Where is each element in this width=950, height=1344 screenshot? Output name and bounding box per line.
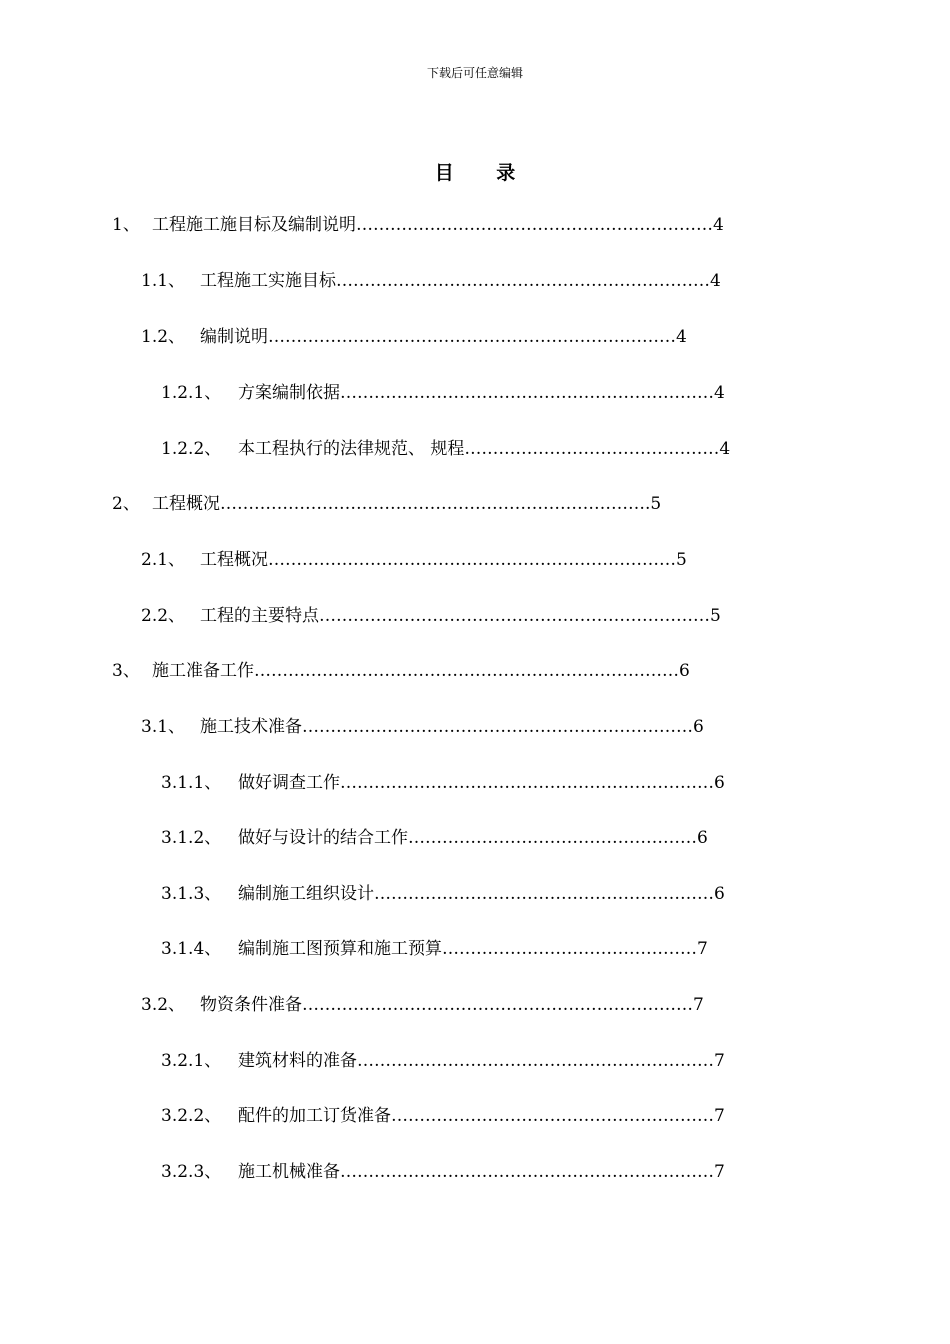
toc-entry-number: 1、 xyxy=(112,215,140,235)
toc-entry[interactable] xyxy=(161,1104,725,1128)
toc-entry-text: 工程施工施目标及编制说明 xyxy=(152,215,356,235)
toc-entry[interactable] xyxy=(141,548,687,572)
toc-entry-page: 4 xyxy=(710,271,721,291)
toc-entry-leader: ………………………………………………………… xyxy=(340,773,714,793)
toc-entry-leader: ………………………………………………………… xyxy=(340,1162,714,1182)
toc-entry-text: 工程的主要特点 xyxy=(200,606,319,626)
toc-entry-text: 编制施工组织设计 xyxy=(238,884,374,904)
toc-entry-text: 工程概况 xyxy=(152,494,220,514)
toc-entry-page: 4 xyxy=(714,383,725,403)
toc-entry-number: 3、 xyxy=(112,661,140,681)
toc-entry[interactable] xyxy=(112,213,724,237)
toc-entry-text: 编制施工图预算和施工预算 xyxy=(238,939,442,959)
toc-entry-page: 7 xyxy=(714,1106,725,1126)
toc-entry-leader: …………………………………………………… xyxy=(374,884,714,904)
toc-entry[interactable] xyxy=(112,492,661,516)
toc-entry-leader: ……………………………………………………………… xyxy=(268,550,676,570)
toc-entry[interactable] xyxy=(161,826,708,850)
toc-entry-text: 本工程执行的法律规范、 规程 xyxy=(238,439,465,459)
toc-entry-number: 3.2、 xyxy=(141,995,186,1015)
toc-entry-leader: …………………………………………………………………. xyxy=(220,494,651,514)
toc-entry-number: 3.1.1、 xyxy=(161,773,222,793)
toc-entry[interactable] xyxy=(141,269,721,293)
toc-entry-text: 配件的加工订货准备 xyxy=(238,1106,391,1126)
toc-entry-leader: ………………………………………………… xyxy=(391,1106,714,1126)
toc-entry-leader: …………………………………………………………… xyxy=(302,995,693,1015)
toc-entry-leader: ……………………………………………………… xyxy=(357,1051,714,1071)
toc-title: 目 录 xyxy=(434,162,534,184)
toc-entry[interactable] xyxy=(161,381,725,405)
toc-entry[interactable] xyxy=(161,1049,725,1073)
toc-entry-page: 6 xyxy=(697,828,708,848)
toc-entry-leader: ……………………………………… xyxy=(442,939,697,959)
toc-entry-number: 3.1.2、 xyxy=(161,828,222,848)
toc-entry-number: 1.2.2、 xyxy=(161,439,222,459)
toc-entry-page: 4 xyxy=(719,439,731,459)
toc-entry-leader: …………………………………………… xyxy=(408,828,697,848)
toc-entry-leader: ………………………………………………………… xyxy=(336,271,710,291)
toc-entry-text: 方案编制依据 xyxy=(238,383,340,403)
toc-entry-page: 6 xyxy=(714,773,725,793)
toc-entry-page: 6 xyxy=(714,884,725,904)
toc-entry-leader: ……………………………………………………… xyxy=(356,215,713,235)
toc-entry-page: 6 xyxy=(693,717,704,737)
toc-entry[interactable] xyxy=(161,771,725,795)
toc-entry-number: 2、 xyxy=(112,494,140,514)
toc-entry-page: 6 xyxy=(679,661,690,681)
toc-entry-leader: …………………………………………………………… xyxy=(319,606,710,626)
toc-entry-leader: …………………………………………………………… xyxy=(302,717,693,737)
toc-entry-text: 编制说明 xyxy=(200,327,268,347)
toc-entry-page: 7 xyxy=(693,995,704,1015)
toc-entry-number: 1.2.1、 xyxy=(161,383,222,403)
toc-entry-number: 3.1.4、 xyxy=(161,939,222,959)
toc-entry-text: 建筑材料的准备 xyxy=(238,1051,357,1071)
toc-entry-page: 7 xyxy=(714,1051,725,1071)
toc-entry-leader: ………………………………………………………… xyxy=(340,383,714,403)
toc-entry-number: 3.2.3、 xyxy=(161,1162,222,1182)
toc-entry-number: 3.1、 xyxy=(141,717,186,737)
toc-entry[interactable] xyxy=(161,882,725,906)
toc-entry-page: 7 xyxy=(714,1162,725,1182)
toc-entry-number: 2.1、 xyxy=(141,550,186,570)
toc-entry-page: 4 xyxy=(713,215,724,235)
toc-entry[interactable] xyxy=(141,604,721,628)
toc-entry-text: 做好调查工作 xyxy=(238,773,340,793)
toc-entry-text: 做好与设计的结合工作 xyxy=(238,828,408,848)
toc-entry[interactable] xyxy=(112,659,690,683)
toc-entry[interactable] xyxy=(161,1160,725,1184)
toc-entry-number: 2.2、 xyxy=(141,606,186,626)
toc-entry-leader: ……………………………………………………………… xyxy=(268,327,676,347)
toc-entry[interactable] xyxy=(141,993,704,1017)
toc-entry[interactable] xyxy=(161,937,708,961)
toc-entry-text: 施工技术准备 xyxy=(200,717,302,737)
toc-entry-leader: ……………………………………… xyxy=(464,439,720,459)
toc-entry[interactable] xyxy=(141,325,687,349)
toc-entry-page: 5 xyxy=(650,494,662,514)
toc-entry-number: 1.1、 xyxy=(141,271,186,291)
toc-entry-text: 工程概况 xyxy=(200,550,268,570)
toc-entry[interactable] xyxy=(161,437,730,461)
page-header: 下载后可任意编辑 xyxy=(426,66,523,80)
toc-entry-text: 施工准备工作 xyxy=(152,661,254,681)
toc-entry-number: 3.2.1、 xyxy=(161,1051,222,1071)
toc-entry-page: 7 xyxy=(697,939,708,959)
toc-entry-page: 5 xyxy=(676,550,687,570)
toc-entry-page: 5 xyxy=(710,606,721,626)
toc-entry[interactable] xyxy=(141,715,704,739)
toc-entry-text: 物资条件准备 xyxy=(200,995,302,1015)
toc-entry-number: 3.1.3、 xyxy=(161,884,222,904)
toc-entry-leader: ………………………………………………………………… xyxy=(254,661,679,681)
toc-entry-number: 3.2.2、 xyxy=(161,1106,222,1126)
toc-entry-text: 工程施工实施目标 xyxy=(200,271,336,291)
toc-entry-number: 1.2、 xyxy=(141,327,186,347)
toc-entry-text: 施工机械准备 xyxy=(238,1162,340,1182)
toc-entry-page: 4 xyxy=(676,327,687,347)
